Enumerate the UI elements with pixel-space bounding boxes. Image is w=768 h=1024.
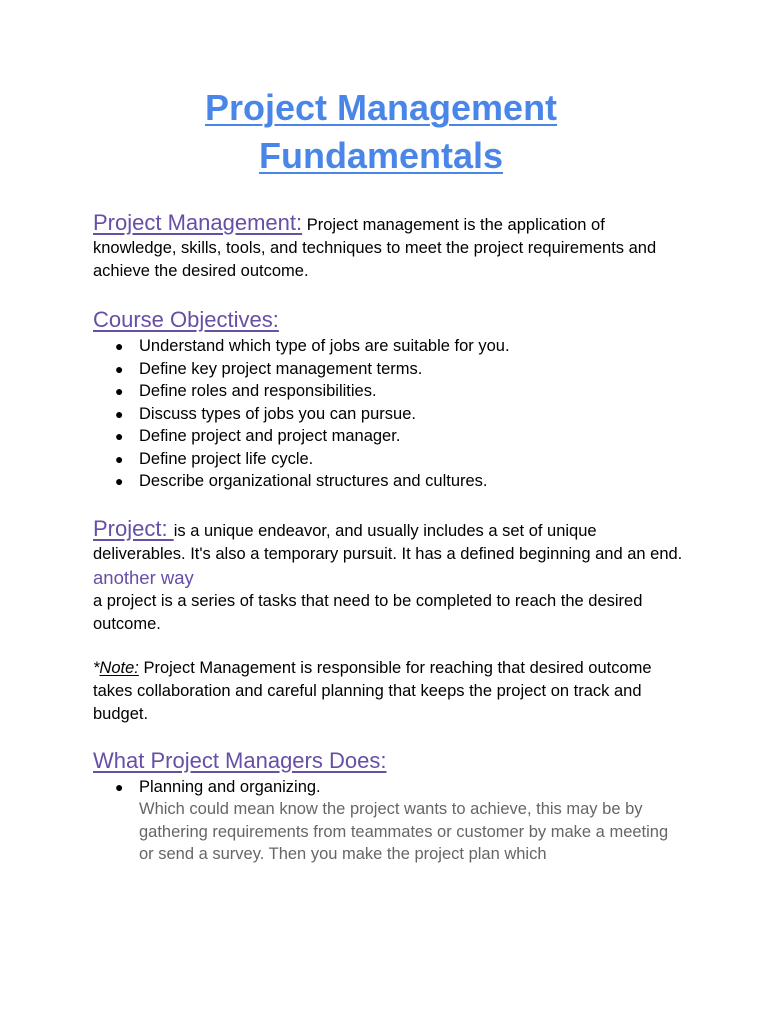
bullet-icon: ● — [115, 428, 124, 444]
note-label-wrap — [99, 659, 138, 677]
list-item — [93, 335, 683, 358]
note-prefix: * — [93, 658, 100, 677]
course-objectives-list — [93, 335, 683, 493]
list-item-text: Define project and project manager. — [139, 427, 401, 445]
list-item — [93, 403, 683, 426]
another-way-heading: another way — [93, 566, 194, 588]
list-item-title: Planning and organizing. — [139, 777, 321, 796]
note-label: Note: — [99, 658, 139, 677]
title-line-2: Fundamentals — [258, 135, 504, 176]
project-heading: Project: — [93, 515, 174, 541]
note-text: Project Management is responsible for reaching that desired outcome takes collaboration and careful planning that keeps the project on track and budget. — [93, 658, 652, 723]
bullet-icon: ● — [115, 450, 124, 467]
bullet-icon: ● — [115, 778, 124, 795]
list-item — [93, 448, 683, 471]
managers-heading-row — [93, 748, 683, 776]
list-item-text: Define project life cycle. — [139, 449, 314, 468]
list-item-text: Define key project management terms. — [139, 359, 423, 378]
project-managers-list — [93, 776, 683, 866]
course-objectives-heading: Course Objectives: — [93, 307, 279, 332]
bullet-icon: ● — [115, 360, 124, 377]
list-item-text: Understand which type of jobs are suitable for you. — [139, 337, 510, 355]
course-objectives-heading-row — [93, 307, 683, 335]
bullet-icon: ● — [115, 383, 124, 399]
list-item — [93, 425, 683, 448]
bullet-icon: ● — [115, 473, 124, 489]
project-managers-heading: What Project Managers Does: — [93, 747, 387, 773]
list-item-detail: Which could mean know the project wants to achieve, this may be by gathering requirements from teammates or customer by make a meeting or send a survey. Then you make the project plan which — [139, 800, 669, 863]
list-item — [93, 380, 683, 403]
list-item — [93, 776, 683, 866]
list-item — [93, 358, 683, 381]
project-management-definition — [93, 211, 683, 283]
list-item-text: Describe organizational structures and cultures. — [139, 472, 488, 490]
title-line-1: Project Management — [204, 87, 558, 128]
project-management-text: Project management is the application of knowledge, skills, tools, and techniques to meet the project requirements and achieve the desired outcome. — [93, 216, 657, 280]
list-item — [93, 470, 683, 493]
bullet-icon: ● — [115, 338, 124, 354]
bullet-icon: ● — [115, 405, 124, 422]
document-title — [93, 84, 669, 180]
note-paragraph — [93, 657, 683, 726]
project-text: is a unique endeavor, and usually includes a set of unique deliverables. It's also a temporary pursuit. It has a defined beginning and an end. — [93, 521, 683, 563]
document-page — [93, 84, 683, 866]
another-way-text: a project is a series of tasks that need to be completed to reach the desired outcome. — [93, 591, 643, 633]
project-management-heading: Project Management: — [93, 210, 303, 235]
project-definition — [93, 517, 683, 566]
list-item-text: Discuss types of jobs you can pursue. — [139, 404, 416, 423]
list-item-text: Define roles and responsibilities. — [139, 382, 377, 400]
